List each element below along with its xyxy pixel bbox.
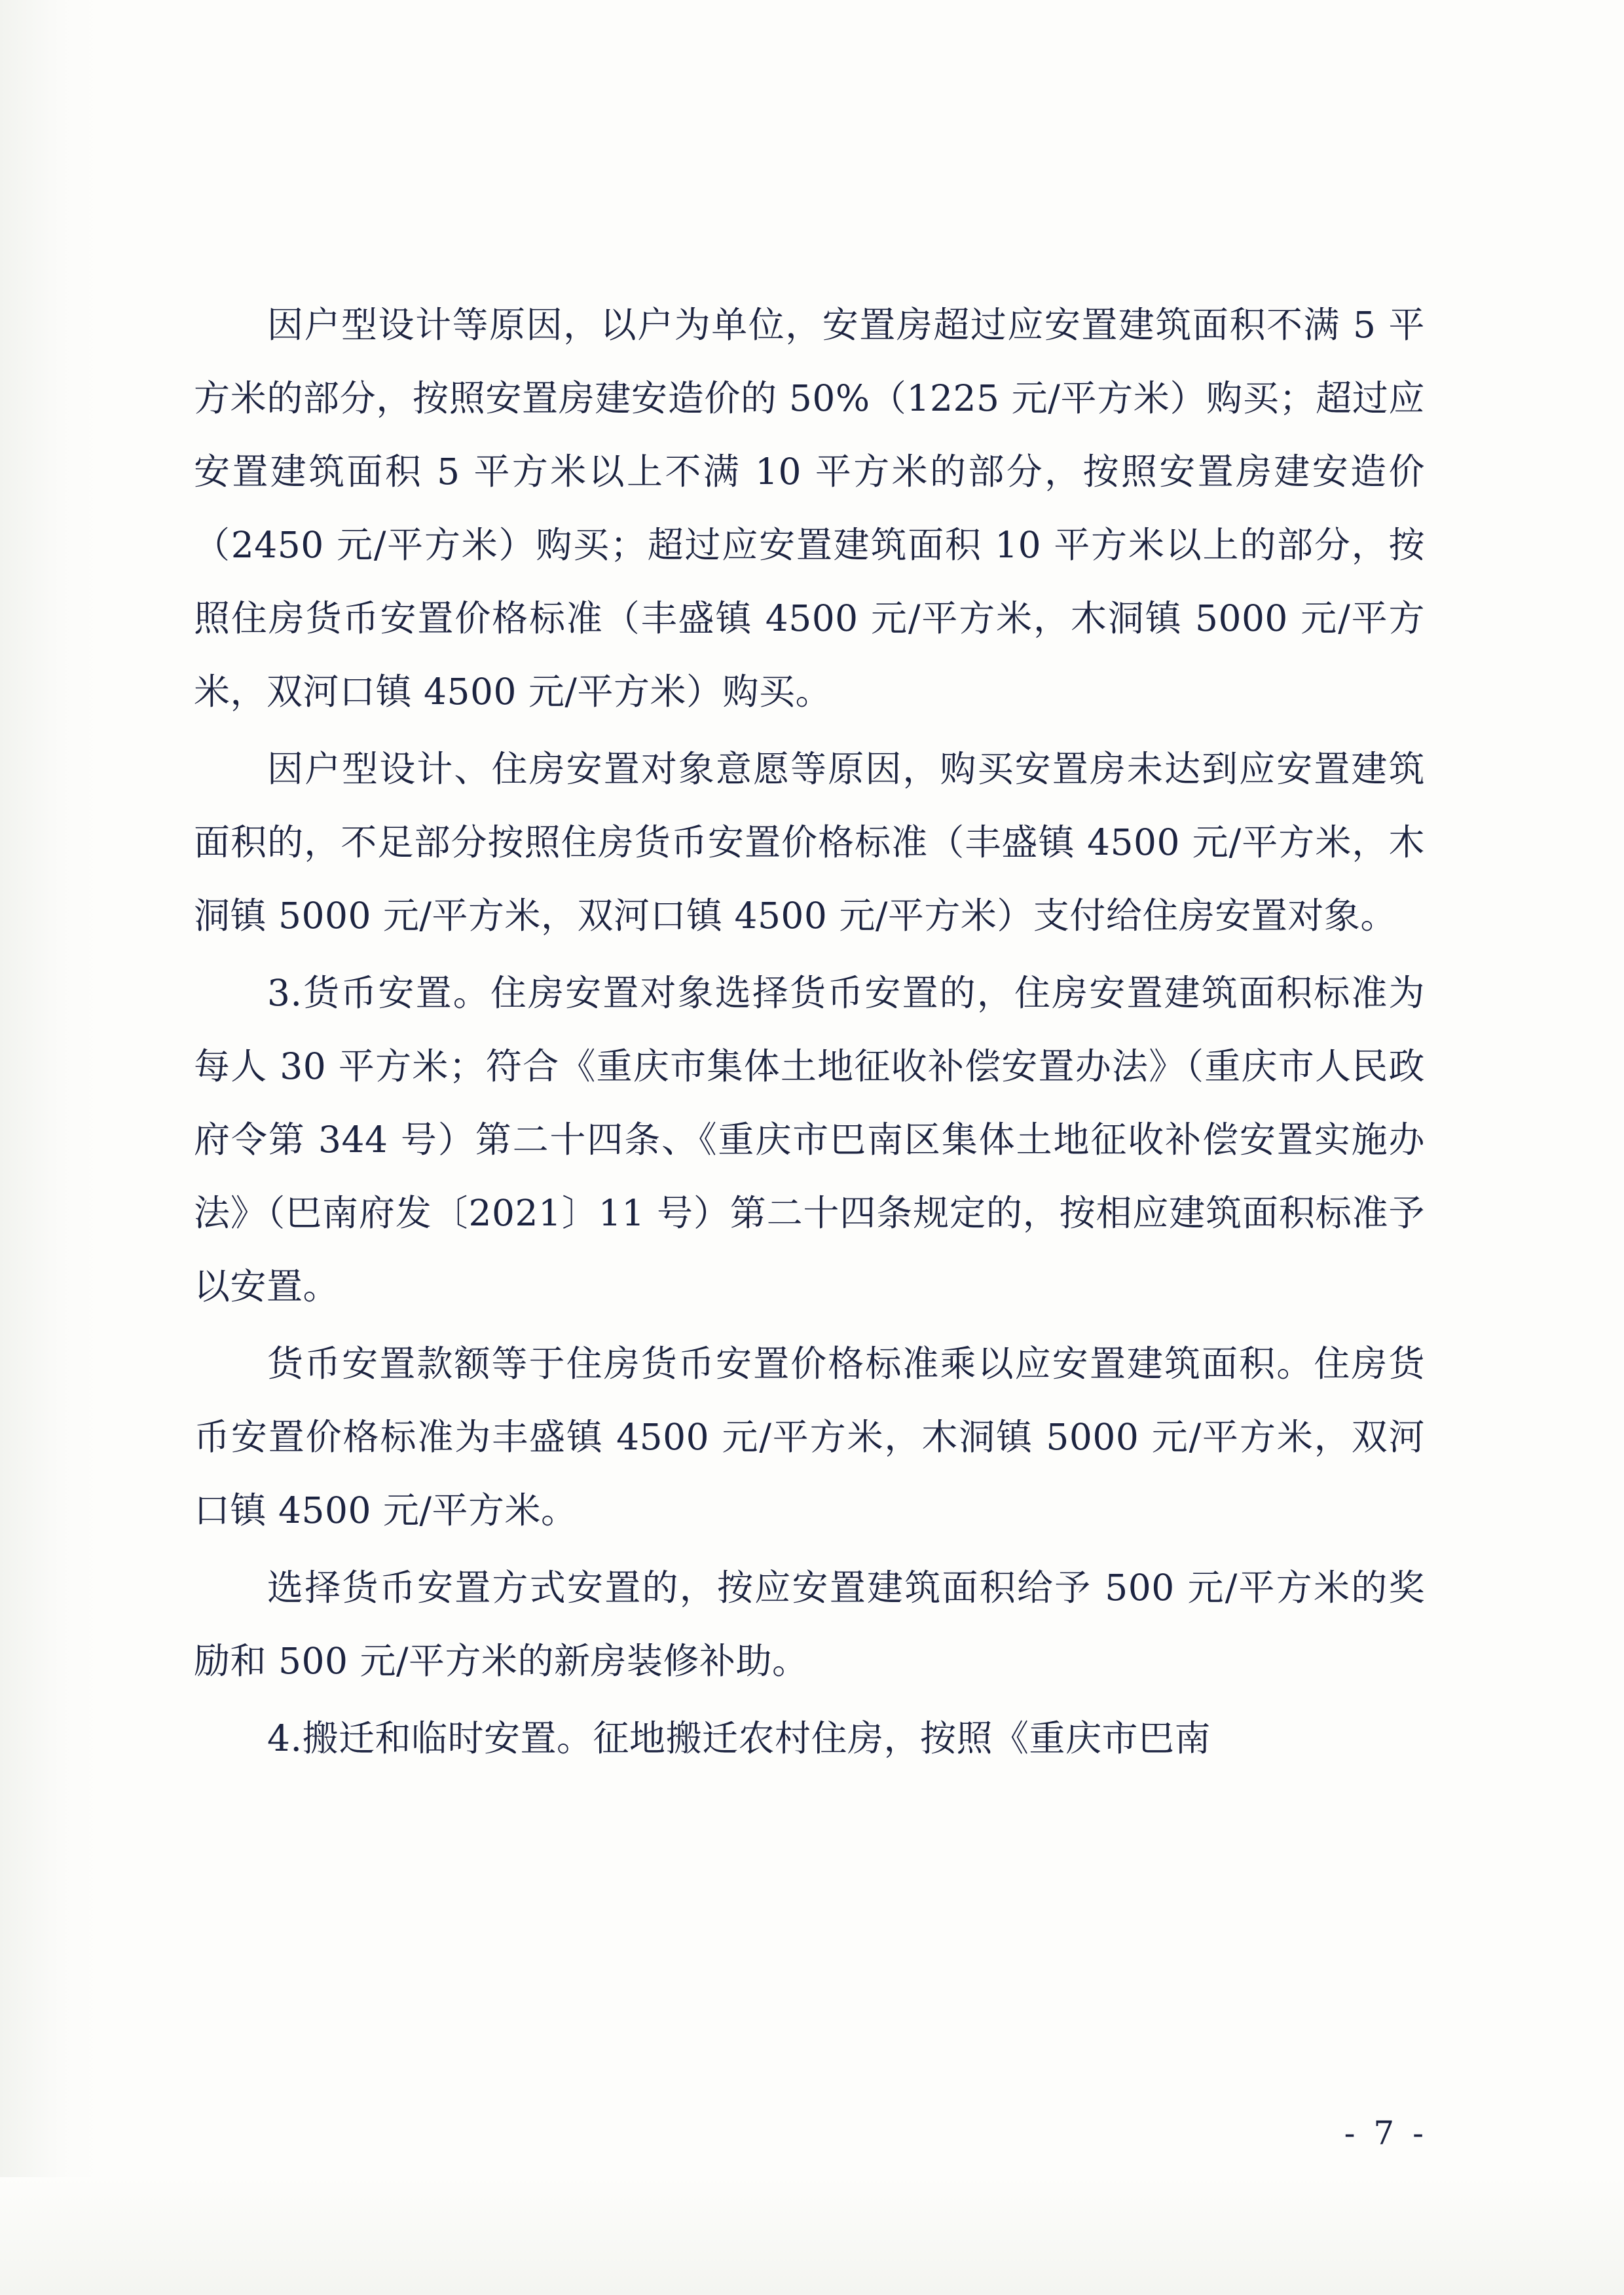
paragraph: 4.搬迁和临时安置。征地搬迁农村住房，按照《重庆市巴南	[267, 1717, 1211, 1759]
paragraph: 3.货币安置。住房安置对象选择货币安置的，住房安置建筑面积标准为每人 30 平方米；符合《重庆市集体土地征收补偿安置办法》（重庆市人民政府令第 344 号）第二十四条、《重庆市巴南区集体土地征收补偿安置实施办法》（巴南府发〔2021〕11 号）第二十四条规定的，按相应建筑面积标准予以安置。	[194, 972, 1425, 1307]
scan-edge-shading-left	[0, 0, 98, 2295]
document-body	[194, 288, 1425, 1775]
paragraph: 选择货币安置方式安置的，按应安置建筑面积给予 500 元/平方米的奖励和 500 元/平方米的新房装修补助。	[194, 1567, 1425, 1682]
page-number: - 7 -	[1344, 2114, 1428, 2152]
scan-edge-shading-bottom	[0, 2177, 1624, 2295]
paragraph: 因户型设计等原因，以户为单位，安置房超过应安置建筑面积不满 5 平方米的部分，按照安置房建安造价的 50%（1225 元/平方米）购买；超过应安置建筑面积 5 平方米以上不满 10 平方米的部分，按照安置房建安造价（2450 元/平方米）购买；超过应安置建筑面积 10 平方米以上的部分，按照住房货币安置价格标准（丰盛镇 4500 元/平方米，木洞镇 5000 元/平方米，双河口镇 4500 元/平方米）购买。	[194, 304, 1425, 713]
paragraph: 因户型设计、住房安置对象意愿等原因，购买安置房未达到应安置建筑面积的，不足部分按照住房货币安置价格标准（丰盛镇 4500 元/平方米，木洞镇 5000 元/平方米，双河口镇 4500 元/平方米）支付给住房安置对象。	[194, 748, 1425, 937]
paragraph: 货币安置款额等于住房货币安置价格标准乘以应安置建筑面积。住房货币安置价格标准为丰盛镇 4500 元/平方米，木洞镇 5000 元/平方米，双河口镇 4500 元/平方米。	[194, 1343, 1425, 1531]
